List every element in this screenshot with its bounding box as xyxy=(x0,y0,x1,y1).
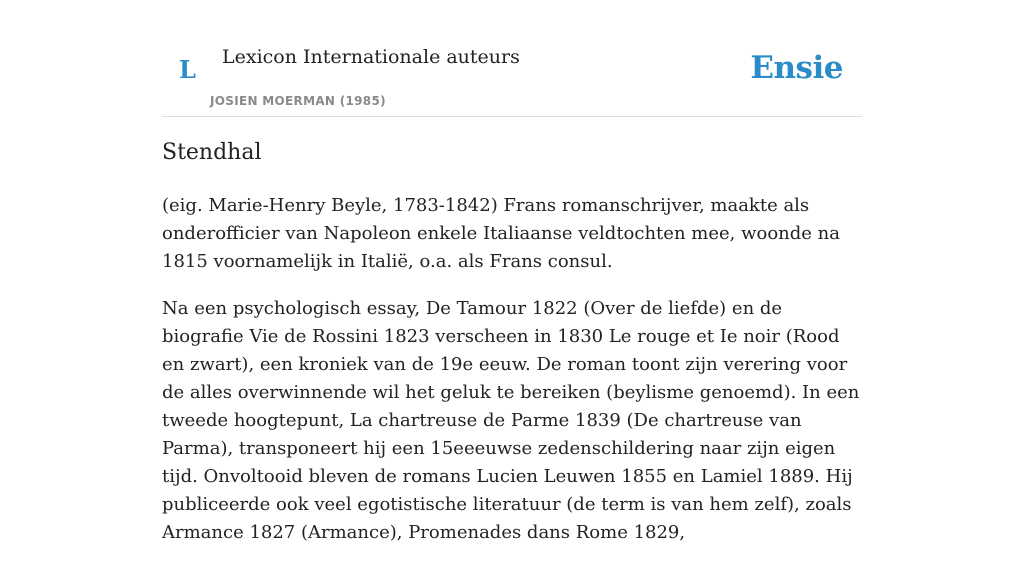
book-title[interactable]: Lexicon Internationale auteurs xyxy=(222,46,520,68)
entry-paragraph: Na een psychologisch essay, De Tamour 1822 (Over de liefde) en de biografie Vie de Rossini 1823 verscheen in 1830 Le rouge et Ie noir (Rood en zwart), een kroniek van de 19e eeuw. De roman toont zijn verering voor de alles overwinnende wil het geluk te bereiken (beylisme genoemd). In een tweede hoogtepunt, La chartreuse de Parme 1839 (De chartreuse van Parma), transponeert hij een 15eeeuwse zedenschildering naar zijn eigen tijd. Onvoltooid bleven de romans Lucien Leuwen 1855 en Lamiel 1889. Hij publiceerde ook veel egotistische literatuur (de term is van hem zelf), zoals Armance 1827 (Armance), Promenades dans Rome 1829, xyxy=(162,298,860,543)
header xyxy=(162,0,862,117)
entry-body xyxy=(162,192,866,566)
letter-index[interactable]: L xyxy=(179,55,196,84)
brand-logo[interactable]: Ensie xyxy=(750,50,843,86)
entry-paragraph: (eig. Marie-Henry Beyle, 1783-1842) Frans romanschrijver, maakte als onderofficier van Napoleon enkele Italiaanse veldtochten mee, woonde na 1815 voornamelijk in Italië, o.a. als Frans consul. xyxy=(162,195,840,272)
entry-title: Stendhal xyxy=(162,140,262,165)
author-credit: JOSIEN MOERMAN (1985) xyxy=(210,94,386,108)
